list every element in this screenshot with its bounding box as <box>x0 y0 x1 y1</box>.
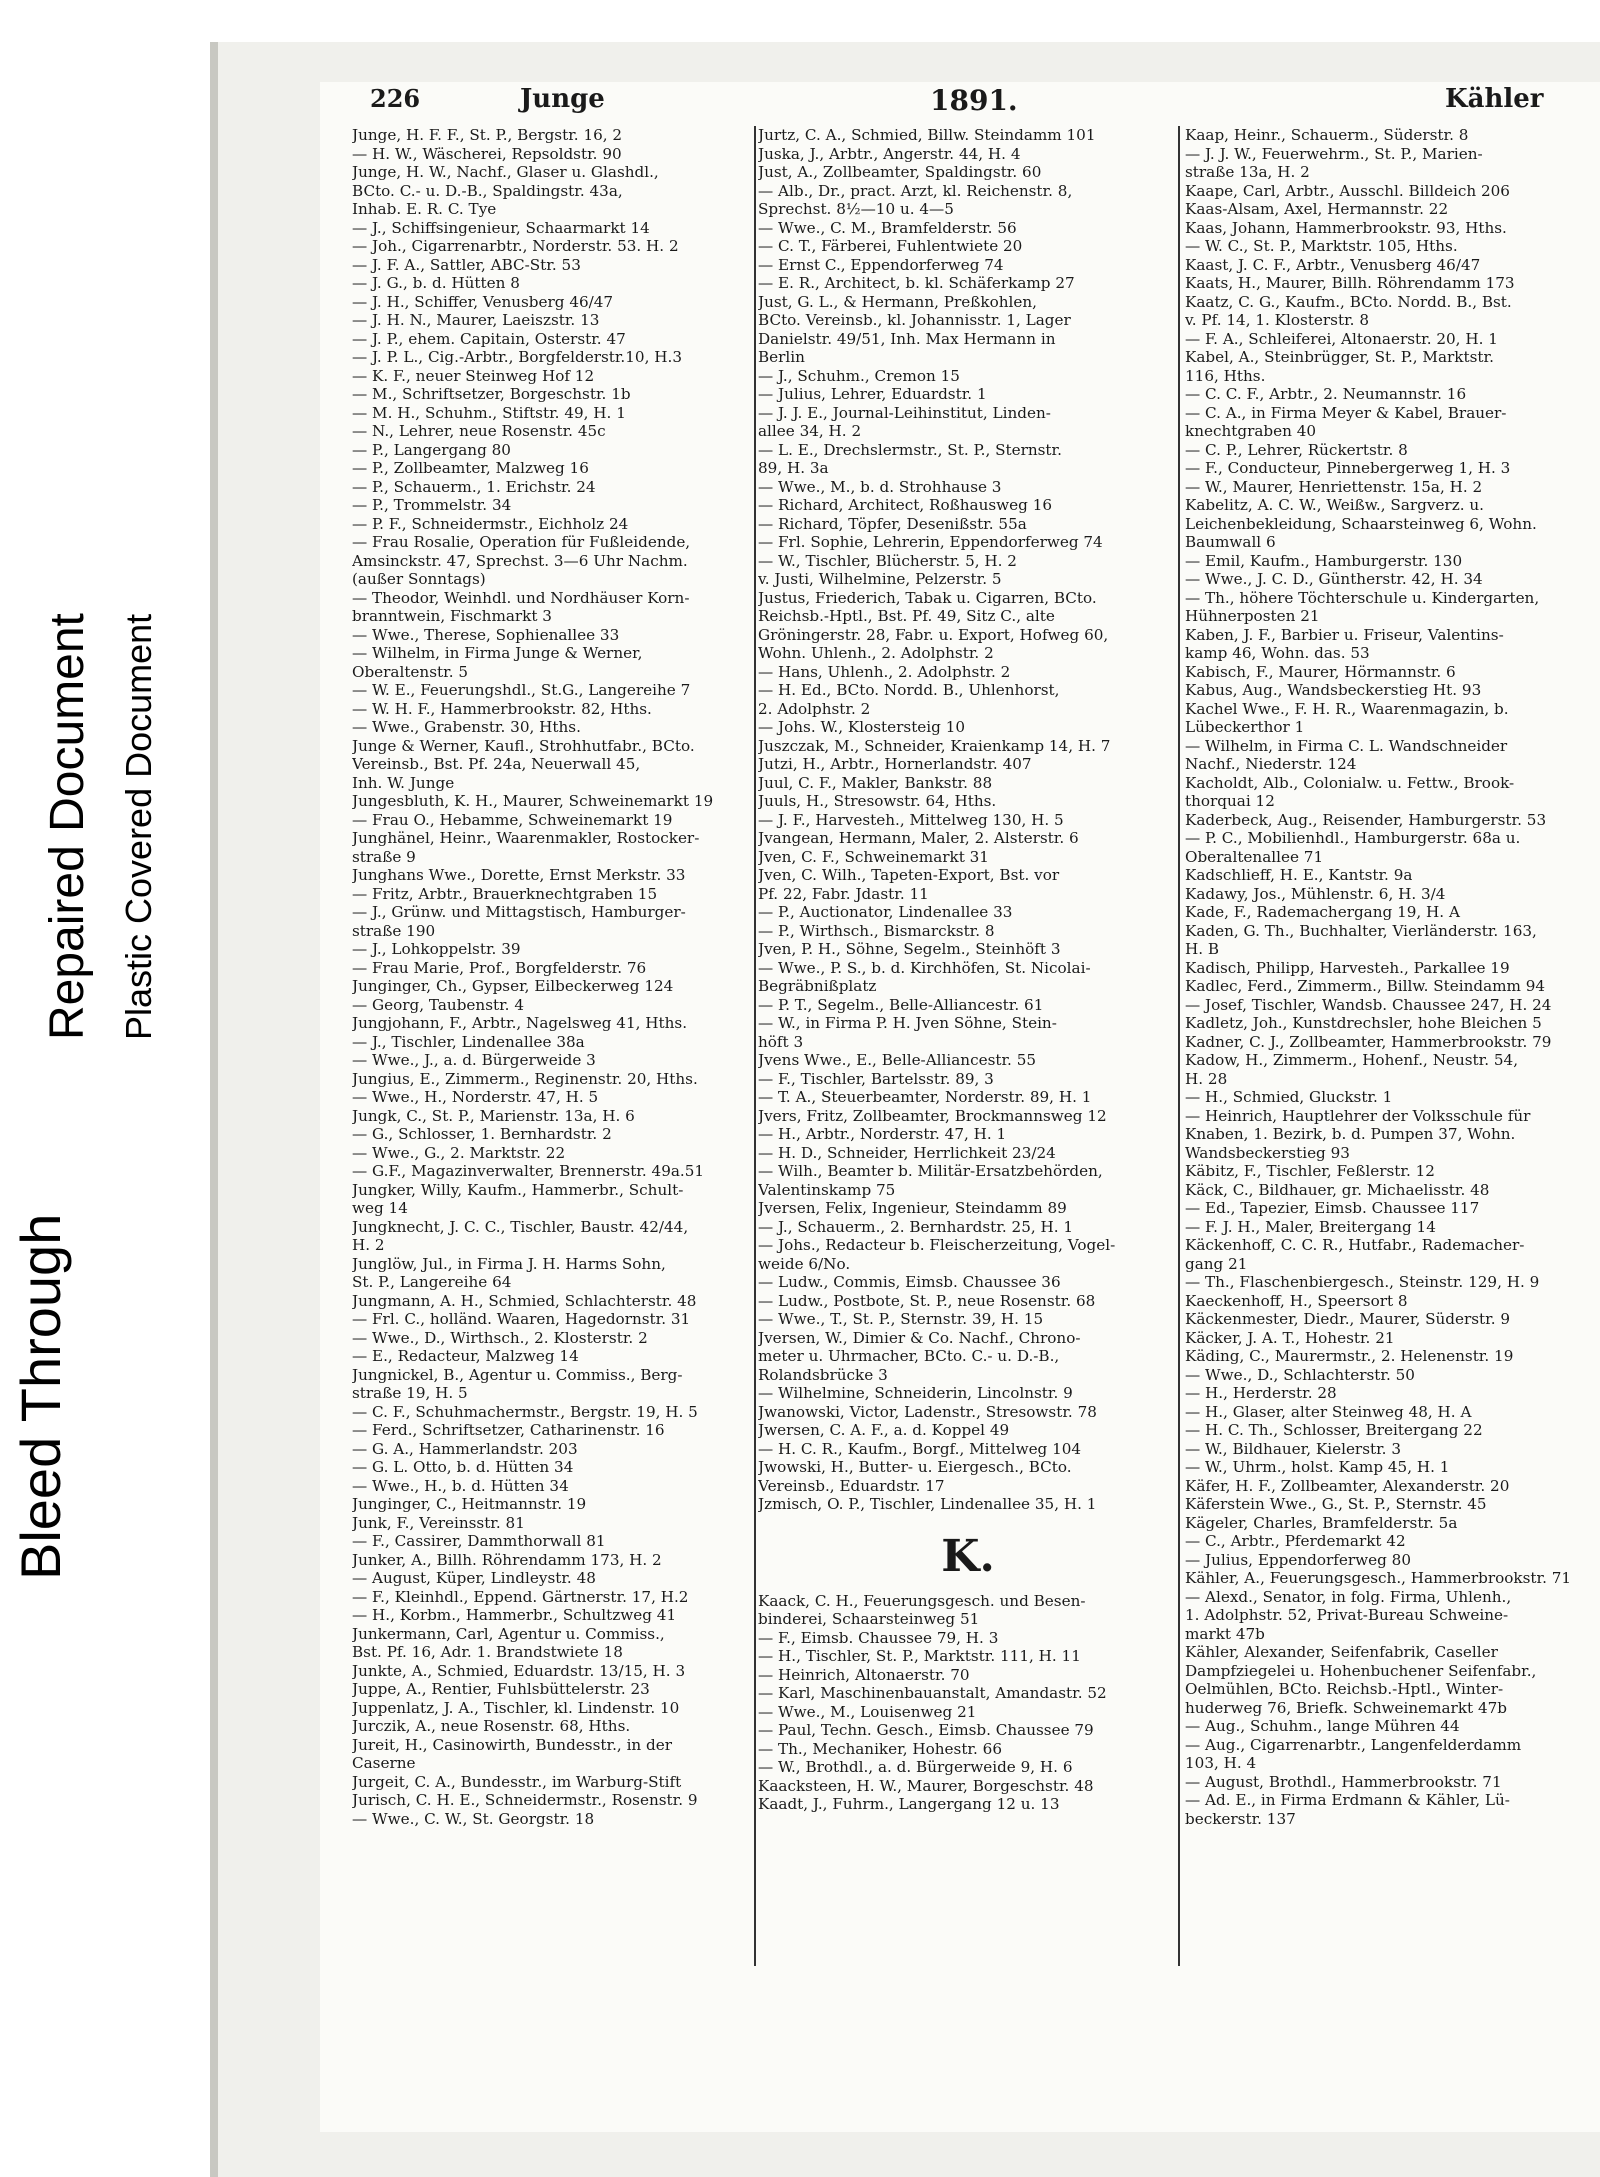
directory-entry: Jven, C. Wilh., Tapeten-Export, Bst. vor <box>758 866 1060 884</box>
directory-entry: Amsinckstr. 47, Sprechst. 3—6 Uhr Nachm. <box>352 551 688 570</box>
directory-entry: Knaben, 1. Bezirk, b. d. Pumpen 37, Wohn. <box>1185 1125 1516 1143</box>
directory-entry: — G.F., Magazinverwalter, Brennerstr. 49a.51 <box>352 1162 705 1180</box>
directory-entry: — P., Wirthsch., Bismarckstr. 8 <box>758 921 995 940</box>
directory-entry: Kadawy, Jos., Mühlenstr. 6, H. 3/4 <box>1185 884 1446 903</box>
directory-entry: — F. A., Schleiferei, Altonaerstr. 20, H. 1 <box>1185 329 1498 348</box>
directory-entry: — Th., Flaschenbiergesch., Steinstr. 129, H. 9 <box>1185 1273 1540 1291</box>
directory-entry: — Wilhelm, in Firma C. L. Wandschneider <box>1185 736 1508 755</box>
directory-entry: Jureit, H., Casinowirth, Bundesstr., in der <box>352 1735 673 1754</box>
directory-entry: v. Pf. 14, 1. Klosterstr. 8 <box>1185 311 1369 329</box>
directory-entry: Kaack, C. H., Feuerungsgesch. und Besen- <box>758 1591 1086 1610</box>
directory-entry: — H., Arbtr., Norderstr. 47, H. 1 <box>758 1125 1007 1143</box>
directory-entry: Kaats, H., Maurer, Billh. Röhrendamm 173 <box>1185 274 1515 292</box>
directory-entry: Junginger, Ch., Gypser, Eilbeckerweg 124 <box>352 977 674 995</box>
directory-entry: Kaas, Johann, Hammerbrookstr. 93, Hths. <box>1185 218 1507 237</box>
directory-entry: — Wwe., Grabenstr. 30, Hths. <box>352 718 581 736</box>
directory-entry: — Hans, Uhlenh., 2. Adolphstr. 2 <box>758 662 1011 681</box>
directory-entry: — Wwe., J., a. d. Bürgerweide 3 <box>352 1051 596 1069</box>
directory-entry: Kaape, Carl, Arbtr., Ausschl. Billdeich 206 <box>1185 181 1510 200</box>
directory-entry: Käfer, H. F., Zollbeamter, Alexanderstr. 20 <box>1185 1476 1510 1495</box>
directory-entry: — J. P., ehem. Capitain, Osterstr. 47 <box>352 329 626 348</box>
directory-entry: Bst. Pf. 16, Adr. 1. Brandstwiete 18 <box>352 1643 623 1661</box>
directory-entry: — Wwe., M., b. d. Strohhause 3 <box>758 477 1002 496</box>
directory-entry: Jurtz, C. A., Schmied, Billw. Steindamm 101 <box>758 126 1096 144</box>
directory-entry: — M. H., Schuhm., Stiftstr. 49, H. 1 <box>352 403 626 422</box>
directory-entry: — P., Trommelstr. 34 <box>352 496 512 514</box>
directory-entry: höft 3 <box>758 1032 804 1051</box>
header-year: 1891. <box>930 84 1018 117</box>
directory-entry: — G. L. Otto, b. d. Hütten 34 <box>352 1458 574 1476</box>
header-left-keyword: Junge <box>520 84 605 114</box>
directory-entry: Jversen, W., Dimier & Co. Nachf., Chrono- <box>758 1328 1081 1347</box>
directory-entry: — Ed., Tapezier, Eimsb. Chaussee 117 <box>1185 1199 1480 1217</box>
directory-entry: Juuls, H., Stresowstr. 64, Hths. <box>758 792 997 810</box>
directory-entry: — Julius, Lehrer, Eduardstr. 1 <box>758 385 987 403</box>
directory-entry: Juul, C. F., Makler, Bankstr. 88 <box>758 773 993 792</box>
directory-entry: — Ferd., Schriftsetzer, Catharinenstr. 16 <box>352 1421 665 1439</box>
directory-entry: Berlin <box>758 348 805 366</box>
directory-entry: — W., in Firma P. H. Jven Söhne, Stein- <box>758 1014 1057 1032</box>
directory-entry: — Wwe., H., b. d. Hütten 34 <box>352 1476 569 1495</box>
directory-entry: — Wwe., G., 2. Marktstr. 22 <box>352 1143 566 1162</box>
directory-entry: — Alb., Dr., pract. Arzt, kl. Reichenstr. 8, <box>758 181 1073 200</box>
directory-entry: Kähler, Alexander, Seifenfabrik, Caseller <box>1185 1643 1498 1661</box>
directory-entry: binderei, Schaarsteinweg 51 <box>758 1610 980 1628</box>
directory-entry: Jungker, Willy, Kaufm., Hammerbr., Schult- <box>352 1180 684 1199</box>
directory-entry: Jungmann, A. H., Schmied, Schlachterstr. 48 <box>352 1291 697 1310</box>
directory-entry: — P. C., Mobilienhdl., Hamburgerstr. 68a u. <box>1185 829 1521 847</box>
directory-entry: Dampfziegelei u. Hohenbuchener Seifenfabr., <box>1185 1661 1537 1680</box>
directory-entry: — J. G., b. d. Hütten 8 <box>352 274 520 292</box>
directory-entry: — F., Conducteur, Pinnebergerweg 1, H. 3 <box>1185 459 1511 477</box>
directory-entry: Juska, J., Arbtr., Angerstr. 44, H. 4 <box>758 144 1021 163</box>
directory-entry: Kade, F., Rademachergang 19, H. A <box>1185 903 1460 921</box>
directory-entry: Kaadt, J., Fuhrm., Langergang 12 u. 13 <box>758 1795 1060 1813</box>
directory-entry: — Frau Rosalie, Operation für Fußleidende, <box>352 533 691 551</box>
directory-entry: Jutzi, H., Arbtr., Hornerlandstr. 407 <box>758 755 1032 773</box>
directory-entry: — H. C. R., Kaufm., Borgf., Mittelweg 104 <box>758 1439 1082 1458</box>
directory-entry: — Heinrich, Altonaerstr. 70 <box>758 1665 970 1684</box>
directory-entry: — E., Redacteur, Malzweg 14 <box>352 1347 579 1365</box>
directory-entry: — L. E., Drechslermstr., St. P., Sternstr. <box>758 440 1062 459</box>
directory-entry: — N., Lehrer, neue Rosenstr. 45c <box>352 422 606 440</box>
directory-entry: — C. T., Färberei, Fuhlentwiete 20 <box>758 237 1023 255</box>
directory-entry: — Ludw., Commis, Eimsb. Chaussee 36 <box>758 1273 1061 1291</box>
directory-column-3 <box>1185 126 1600 2076</box>
directory-entry: — Wwe., P. S., b. d. Kirchhöfen, St. Nicolai- <box>758 958 1091 977</box>
directory-entry: BCto. C.- u. D.-B., Spaldingstr. 43a, <box>352 181 623 200</box>
directory-entry: Käcker, J. A. T., Hohestr. 21 <box>1185 1328 1395 1347</box>
directory-entry: — Karl, Maschinenbauanstalt, Amandastr. 52 <box>758 1684 1107 1702</box>
directory-entry: — Th., Mechaniker, Hohestr. 66 <box>758 1739 1002 1758</box>
directory-entry: — Wwe., J. C. D., Güntherstr. 42, H. 34 <box>1185 570 1483 588</box>
directory-entry: — P., Langergang 80 <box>352 440 511 459</box>
directory-entry: Nachf., Niederstr. 124 <box>1185 755 1357 773</box>
directory-entry: Jvers, Fritz, Zollbeamter, Brockmannsweg 12 <box>758 1106 1107 1125</box>
directory-entry: Juppe, A., Rentier, Fuhlsbüttelerstr. 23 <box>352 1680 650 1698</box>
directory-entry: Käding, C., Maurermstr., 2. Helenenstr. 19 <box>1185 1347 1514 1365</box>
directory-entry: Kaden, G. Th., Buchhalter, Vierländerstr. 163, <box>1185 921 1537 940</box>
directory-entry: — J. J. E., Journal-Leihinstitut, Linden- <box>758 403 1051 422</box>
directory-entry: — Wwe., C. W., St. Georgstr. 18 <box>352 1809 595 1828</box>
directory-entry: — Georg, Taubenstr. 4 <box>352 995 524 1014</box>
page-number: 226 <box>370 84 421 113</box>
directory-entry: — G. A., Hammerlandstr. 203 <box>352 1439 578 1458</box>
directory-entry: knechtgraben 40 <box>1185 422 1317 440</box>
directory-column-1 <box>352 126 757 2076</box>
directory-entry: Juppenlatz, J. A., Tischler, kl. Lindenstr. 10 <box>352 1698 680 1717</box>
directory-entry: meter u. Uhrmacher, BCto. C.- u. D.-B., <box>758 1347 1060 1365</box>
directory-entry: 103, H. 4 <box>1185 1754 1257 1772</box>
directory-entry: Kaderbeck, Aug., Reisender, Hamburgerstr. 53 <box>1185 810 1547 829</box>
directory-entry: — H. W., Wäscherei, Repsoldstr. 90 <box>352 144 622 163</box>
directory-entry: — Emil, Kaufm., Hamburgerstr. 130 <box>1185 551 1463 570</box>
directory-entry: Wandsbeckerstieg 93 <box>1185 1143 1350 1162</box>
directory-entry: straße 13a, H. 2 <box>1185 163 1310 181</box>
directory-entry: — J., Lohkoppelstr. 39 <box>352 940 521 958</box>
directory-entry: — H., Schmied, Gluckstr. 1 <box>1185 1088 1393 1106</box>
directory-entry: — P., Auctionator, Lindenallee 33 <box>758 903 1013 921</box>
directory-entry: — P. F., Schneidermstr., Eichholz 24 <box>352 514 629 533</box>
directory-entry: Pf. 22, Fabr. Jdastr. 11 <box>758 884 929 903</box>
directory-entry: weg 14 <box>352 1199 408 1217</box>
directory-entry: Käckenhoff, C. C. R., Hutfabr., Rademacher- <box>1185 1236 1525 1254</box>
section-letter-heading: K. <box>941 1530 995 1582</box>
directory-entry: — H., Glaser, alter Steinweg 48, H. A <box>1185 1402 1472 1421</box>
directory-entry: Wohn. Uhlenh., 2. Adolphstr. 2 <box>758 644 994 662</box>
directory-entry: Junginger, C., Heitmannstr. 19 <box>352 1495 587 1513</box>
directory-entry: Jungjohann, F., Arbtr., Nagelsweg 41, Hths. <box>352 1014 688 1032</box>
directory-entry: Kaacksteen, H. W., Maurer, Borgeschstr. 48 <box>758 1776 1094 1795</box>
directory-entry: Jungius, E., Zimmerm., Reginenstr. 20, Hths. <box>352 1069 698 1088</box>
directory-entry: Junge & Werner, Kaufl., Strohhutfabr., BCto. <box>352 736 695 755</box>
directory-entry: Kacholdt, Alb., Colonialw. u. Fettw., Brook- <box>1185 773 1515 792</box>
directory-entry: — Ludw., Postbote, St. P., neue Rosenstr. 68 <box>758 1291 1096 1310</box>
directory-entry: Leichenbekleidung, Schaarsteinweg 6, Wohn. <box>1185 514 1537 533</box>
directory-entry: — Paul, Techn. Gesch., Eimsb. Chaussee 79 <box>758 1721 1094 1739</box>
directory-entry: — Johs., Redacteur b. Fleischerzeitung, Vogel- <box>758 1236 1116 1254</box>
directory-entry: gang 21 <box>1185 1254 1248 1273</box>
directory-entry: straße 19, H. 5 <box>352 1384 468 1402</box>
directory-entry: — H. C. Th., Schlosser, Breitergang 22 <box>1185 1421 1483 1439</box>
directory-entry: kamp 46, Wohn. das. 53 <box>1185 644 1370 662</box>
directory-entry: Jven, C. F., Schweinemarkt 31 <box>758 847 989 866</box>
directory-entry: Lübeckerthor 1 <box>1185 718 1305 736</box>
directory-entry: — Wilhelmine, Schneiderin, Lincolnstr. 9 <box>758 1384 1073 1402</box>
directory-entry: — W., Brothdl., a. d. Bürgerweide 9, H. 6 <box>758 1758 1073 1776</box>
directory-entry: 116, Hths. <box>1185 366 1266 385</box>
directory-entry: Kaast, J. C. F., Arbtr., Venusberg 46/47 <box>1185 255 1481 274</box>
directory-entry: — Frl. Sophie, Lehrerin, Eppendorferweg 74 <box>758 533 1103 551</box>
directory-entry: Junker, A., Billh. Röhrendamm 173, H. 2 <box>352 1550 662 1569</box>
directory-entry: — Johs. W., Klostersteig 10 <box>758 718 966 736</box>
directory-entry: Kadlec, Ferd., Zimmerm., Billw. Steindamm 94 <box>1185 977 1546 995</box>
directory-entry: — Wwe., T., St. P., Sternstr. 39, H. 15 <box>758 1310 1044 1328</box>
directory-entry: Oelmühlen, BCto. Reichsb.-Hptl., Winter- <box>1185 1680 1504 1698</box>
directory-entry: Jwanowski, Victor, Ladenstr., Stresowstr. 78 <box>758 1402 1097 1421</box>
directory-entry: — Wwe., C. M., Bramfelderstr. 56 <box>758 218 1017 237</box>
directory-entry: — Josef, Tischler, Wandsb. Chaussee 247, H. 24 <box>1185 995 1552 1014</box>
directory-entry: — J., Schauerm., 2. Bernhardstr. 25, H. 1 <box>758 1217 1074 1236</box>
directory-entry: — Heinrich, Hauptlehrer der Volksschule für <box>1185 1106 1531 1125</box>
directory-entry: Justus, Friederich, Tabak u. Cigarren, BCto. <box>758 588 1097 607</box>
directory-entry: Danielstr. 49/51, Inh. Max Hermann in <box>758 329 1056 348</box>
directory-entry: — P., Zollbeamter, Malzweg 16 <box>352 459 589 477</box>
directory-entry: Junge, H. F. F., St. P., Bergstr. 16, 2 <box>352 126 623 144</box>
directory-entry: H. B <box>1185 940 1220 958</box>
directory-entry: — J. P. L., Cig.-Arbtr., Borgfelderstr.10, H.3 <box>352 348 682 366</box>
directory-entry: Kaap, Heinr., Schauerm., Süderstr. 8 <box>1185 126 1469 144</box>
directory-entry: Käckenmester, Diedr., Maurer, Süderstr. 9 <box>1185 1310 1511 1328</box>
directory-entry: — J. H. N., Maurer, Laeiszstr. 13 <box>352 311 600 329</box>
directory-entry: — J. F. A., Sattler, ABC-Str. 53 <box>352 255 581 274</box>
directory-entry: huderweg 76, Briefk. Schweinemarkt 47b <box>1185 1698 1508 1717</box>
directory-entry: Junghans Wwe., Dorette, Ernst Merkstr. 33 <box>352 866 686 884</box>
directory-entry: — J. F., Harvesteh., Mittelweg 130, H. 5 <box>758 810 1064 829</box>
directory-entry: — F., Cassirer, Dammthorwall 81 <box>352 1532 606 1550</box>
directory-entry: — Theodor, Weinhdl. und Nordhäuser Korn- <box>352 588 690 607</box>
directory-entry: — Aug., Cigarrenarbtr., Langenfelderdamm <box>1185 1735 1522 1754</box>
plastic-covered-label: Plastic Covered Document <box>118 613 159 1040</box>
directory-entry: — Wwe., D., Wirthsch., 2. Klosterstr. 2 <box>352 1328 648 1347</box>
directory-entry: H. 2 <box>352 1236 385 1254</box>
directory-entry: BCto. Vereinsb., kl. Johannisstr. 1, Lager <box>758 311 1071 329</box>
directory-entry: — Joh., Cigarrenarbtr., Norderstr. 53. H. 2 <box>352 237 679 255</box>
directory-entry: Käck, C., Bildhauer, gr. Michaelisstr. 48 <box>1185 1180 1490 1199</box>
directory-entry: 2. Adolphstr. 2 <box>758 699 871 718</box>
directory-entry: — W., Maurer, Henriettenstr. 15a, H. 2 <box>1185 477 1483 496</box>
directory-entry: — J., Grünw. und Mittagstisch, Hamburger- <box>352 903 686 921</box>
directory-entry: Valentinskamp 75 <box>758 1180 896 1199</box>
directory-entry: — C. F., Schuhmachermstr., Bergstr. 19, H. 5 <box>352 1402 698 1421</box>
directory-entry: Kadow, H., Zimmerm., Hohenf., Neustr. 54, <box>1185 1051 1519 1069</box>
directory-entry: Kadisch, Philipp, Harvesteh., Parkallee 19 <box>1185 958 1510 977</box>
directory-entry: Gröningerstr. 28, Fabr. u. Export, Hofweg 60, <box>758 625 1109 644</box>
directory-entry: Junghänel, Heinr., Waarenmakler, Rostocker- <box>352 829 700 847</box>
directory-entry: — E. R., Architect, b. kl. Schäferkamp 27 <box>758 274 1075 292</box>
directory-entry: — H. Ed., BCto. Nordd. B., Uhlenhorst, <box>758 681 1060 699</box>
directory-entry: St. P., Langereihe 64 <box>352 1273 512 1291</box>
directory-entry: beckerstr. 137 <box>1185 1809 1296 1828</box>
directory-entry: — Richard, Töpfer, Desenißstr. 55a <box>758 514 1027 533</box>
directory-entry: — Wilhelm, in Firma Junge & Werner, <box>352 644 643 662</box>
directory-entry: Kadner, C. J., Zollbeamter, Hammerbrookstr. 79 <box>1185 1032 1552 1051</box>
directory-entry: Reichsb.-Hptl., Bst. Pf. 49, Sitz C., alte <box>758 607 1055 625</box>
directory-entry: Rolandsbrücke 3 <box>758 1365 888 1384</box>
directory-entry: — August, Brothdl., Hammerbrookstr. 71 <box>1185 1772 1502 1791</box>
directory-entry: weide 6/No. <box>758 1254 851 1273</box>
directory-entry: H. 28 <box>1185 1069 1228 1088</box>
directory-entry: (außer Sonntags) <box>352 570 486 588</box>
directory-entry: — F., Tischler, Bartelsstr. 89, 3 <box>758 1069 994 1088</box>
directory-entry: — Alexd., Senator, in folg. Firma, Uhlenh., <box>1185 1587 1512 1606</box>
directory-entry: Jungesbluth, K. H., Maurer, Schweinemarkt 19 <box>352 792 714 810</box>
directory-entry: Jversen, Felix, Ingenieur, Steindamm 89 <box>758 1199 1067 1217</box>
directory-entry: Käbitz, F., Tischler, Feßlerstr. 12 <box>1185 1162 1435 1180</box>
directory-entry: Oberaltenallee 71 <box>1185 847 1324 866</box>
column-rule <box>1178 126 1180 1966</box>
directory-entry: — W. H. F., Hammerbrookstr. 82, Hths. <box>352 699 652 718</box>
directory-entry: Inh. W. Junge <box>352 773 455 792</box>
directory-column-2 <box>758 126 1178 2076</box>
directory-entry: Jungk, C., St. P., Marienstr. 13a, H. 6 <box>352 1106 635 1125</box>
directory-entry: — Wwe., Therese, Sophienallee 33 <box>352 625 620 644</box>
directory-entry: Baumwall 6 <box>1185 533 1276 551</box>
directory-entry: — J., Schiffsingenieur, Schaarmarkt 14 <box>352 218 650 237</box>
directory-entry: — H. D., Schneider, Herrlichkeit 23/24 <box>758 1143 1056 1162</box>
directory-entry: — F., Eimsb. Chaussee 79, H. 3 <box>758 1628 999 1647</box>
directory-entry: — Frau Marie, Prof., Borgfelderstr. 76 <box>352 958 647 977</box>
directory-entry: Jzmisch, O. P., Tischler, Lindenallee 35, H. 1 <box>758 1495 1097 1513</box>
directory-entry: — W. C., St. P., Marktstr. 105, Hths. <box>1185 237 1458 255</box>
directory-entry: Kaatz, C. G., Kaufm., BCto. Nordd. B., Bst. <box>1185 292 1512 311</box>
directory-entry: Inhab. E. R. C. Tye <box>352 200 497 218</box>
directory-entry: Kadschlieff, H. E., Kantstr. 9a <box>1185 866 1413 884</box>
directory-entry: Kabelitz, A. C. W., Weißw., Sargverz. u. <box>1185 496 1484 514</box>
directory-entry: Just, G. L., & Hermann, Preßkohlen, <box>758 292 1037 311</box>
directory-entry: allee 34, H. 2 <box>758 422 862 440</box>
directory-entry: Kaeckenhoff, H., Speersort 8 <box>1185 1291 1408 1310</box>
directory-entry: Kaas-Alsam, Axel, Hermannstr. 22 <box>1185 200 1449 218</box>
directory-entry: Jurczik, A., neue Rosenstr. 68, Hths. <box>352 1717 631 1735</box>
directory-entry: — P. T., Segelm., Belle-Alliancestr. 61 <box>758 995 1044 1014</box>
directory-entry: — P., Schauerm., 1. Erichstr. 24 <box>352 477 596 496</box>
page-header <box>370 84 1595 124</box>
directory-entry: branntwein, Fischmarkt 3 <box>352 607 552 625</box>
directory-entry: 89, H. 3a <box>758 459 829 477</box>
directory-entry: Jurgeit, C. A., Bundesstr., im Warburg-Stift <box>352 1772 682 1791</box>
directory-entry: — C. P., Lehrer, Rückertstr. 8 <box>1185 440 1408 459</box>
directory-entry: Jurisch, C. H. E., Schneidermstr., Rosenstr. 9 <box>352 1791 698 1809</box>
directory-entry: — C. C. F., Arbtr., 2. Neumannstr. 16 <box>1185 385 1467 403</box>
directory-entry: — W., Uhrm., holst. Kamp 45, H. 1 <box>1185 1458 1450 1476</box>
directory-entry: Kabel, A., Steinbrügger, St. P., Marktstr. <box>1185 348 1494 366</box>
directory-entry: Oberaltenstr. 5 <box>352 662 469 681</box>
directory-entry: Just, A., Zollbeamter, Spaldingstr. 60 <box>758 163 1042 181</box>
directory-entry: Vereinsb., Bst. Pf. 24a, Neuerwall 45, <box>352 755 641 773</box>
directory-entry: Kadletz, Joh., Kunstdrechsler, hohe Bleichen 5 <box>1185 1014 1542 1032</box>
directory-entry: — F. J. H., Maler, Breitergang 14 <box>1185 1217 1436 1236</box>
directory-entry: — H., Korbm., Hammerbr., Schultzweg 41 <box>352 1606 677 1624</box>
directory-entry: Vereinsb., Eduardstr. 17 <box>758 1476 945 1495</box>
directory-entry: Junglöw, Jul., in Firma J. H. Harms Sohn, <box>352 1254 666 1273</box>
directory-entry: — J. J. W., Feuerwehrm., St. P., Marien- <box>1185 144 1483 163</box>
page-edge <box>210 42 218 2177</box>
header-right-keyword: Kähler <box>1445 84 1544 114</box>
directory-entry: — W., Tischler, Blücherstr. 5, H. 2 <box>758 551 1017 570</box>
directory-entry: Kägeler, Charles, Bramfelderstr. 5a <box>1185 1513 1458 1532</box>
directory-entry: — Fritz, Arbtr., Brauerknechtgraben 15 <box>352 884 658 903</box>
directory-entry: Kaben, J. F., Barbier u. Friseur, Valentins- <box>1185 625 1504 644</box>
directory-entry: Kabisch, F., Maurer, Hörmannstr. 6 <box>1185 662 1456 681</box>
directory-entry: 1. Adolphstr. 52, Privat-Bureau Schweine- <box>1185 1606 1509 1624</box>
directory-entry: — Wwe., H., Norderstr. 47, H. 5 <box>352 1088 599 1106</box>
directory-entry: — F., Kleinhdl., Eppend. Gärtnerstr. 17, H.2 <box>352 1587 689 1606</box>
directory-entry: — G., Schlosser, 1. Bernhardstr. 2 <box>352 1125 612 1143</box>
directory-entry: — Wwe., D., Schlachterstr. 50 <box>1185 1365 1415 1384</box>
directory-entry: Caserne <box>352 1754 416 1772</box>
directory-entry: Kabus, Aug., Wandsbeckerstieg Ht. 93 <box>1185 681 1482 699</box>
directory-entry: — Wwe., M., Louisenweg 21 <box>758 1702 977 1721</box>
directory-entry: — Frl. C., holländ. Waaren, Hagedornstr. 31 <box>352 1310 691 1328</box>
directory-entry: — M., Schriftsetzer, Borgeschstr. 1b <box>352 385 631 403</box>
directory-entry: — Richard, Architect, Roßhausweg 16 <box>758 496 1053 514</box>
directory-entry: markt 47b <box>1185 1624 1265 1643</box>
directory-entry: — Frau O., Hebamme, Schweinemarkt 19 <box>352 810 673 829</box>
directory-entry: — Aug., Schuhm., lange Mühren 44 <box>1185 1717 1460 1735</box>
directory-entry: Jwersen, C. A. F., a. d. Koppel 49 <box>758 1421 1010 1439</box>
directory-entry: Junkermann, Carl, Agentur u. Commiss., <box>352 1624 665 1643</box>
directory-entry: — Ad. E., in Firma Erdmann & Kähler, Lü- <box>1185 1791 1510 1809</box>
directory-entry: — Ernst C., Eppendorferweg 74 <box>758 255 1004 274</box>
directory-entry: Junge, H. W., Nachf., Glaser u. Glashdl., <box>352 163 659 181</box>
directory-entry: — W. E., Feuerungshdl., St.G., Langereihe 7 <box>352 681 691 699</box>
directory-entry: — K. F., neuer Steinweg Hof 12 <box>352 366 595 385</box>
directory-entry: v. Justi, Wilhelmine, Pelzerstr. 5 <box>758 570 1002 588</box>
directory-entry: Jungknecht, J. C. C., Tischler, Baustr. 42/44, <box>352 1217 689 1236</box>
directory-entry: Käferstein Wwe., G., St. P., Sternstr. 45 <box>1185 1495 1487 1513</box>
directory-entry: Junkte, A., Schmied, Eduardstr. 13/15, H. 3 <box>352 1661 686 1680</box>
directory-entry: — H., Tischler, St. P., Marktstr. 111, H. 11 <box>758 1647 1081 1665</box>
directory-entry: — August, Küper, Lindleystr. 48 <box>352 1569 596 1587</box>
directory-entry: — C. A., in Firma Meyer & Kabel, Brauer- <box>1185 403 1507 422</box>
directory-entry: — Th., höhere Töchterschule u. Kindergarten, <box>1185 588 1540 607</box>
annotation-sidebar <box>0 0 215 2177</box>
directory-entry: Jwowski, H., Butter- u. Eiergesch., BCto. <box>758 1458 1072 1476</box>
directory-entry: Jven, P. H., Söhne, Segelm., Steinhöft 3 <box>758 940 1061 958</box>
directory-entry: — Julius, Eppendorferweg 80 <box>1185 1550 1411 1569</box>
directory-entry: — J., Tischler, Lindenallee 38a <box>352 1032 585 1051</box>
directory-entry: Juszczak, M., Schneider, Kraienkamp 14, H. 7 <box>758 736 1111 755</box>
directory-entry: — J., Schuhm., Cremon 15 <box>758 366 960 385</box>
bleed-through-label: Bleed Through <box>9 1213 72 1580</box>
directory-entry: Jungnickel, B., Agentur u. Commiss., Berg- <box>352 1365 683 1384</box>
directory-entry: Hühnerposten 21 <box>1185 607 1320 625</box>
directory-entry: Jvangean, Hermann, Maler, 2. Alsterstr. 6 <box>758 829 1079 847</box>
directory-entry: straße 9 <box>352 847 416 866</box>
directory-entry: Jvens Wwe., E., Belle-Alliancestr. 55 <box>758 1051 1037 1069</box>
directory-entry: Begräbnißplatz <box>758 977 877 995</box>
directory-entry: Kähler, A., Feuerungsgesch., Hammerbrookstr. 71 <box>1185 1569 1572 1587</box>
directory-entry: — H., Herderstr. 28 <box>1185 1384 1337 1402</box>
directory-entry: — W., Bildhauer, Kielerstr. 3 <box>1185 1439 1402 1458</box>
directory-entry: — Wilh., Beamter b. Militär-Ersatzbehörden, <box>758 1162 1103 1180</box>
directory-entry: — T. A., Steuerbeamter, Norderstr. 89, H. 1 <box>758 1088 1092 1106</box>
repaired-document-label: Repaired Document <box>41 613 94 1040</box>
directory-entry: straße 190 <box>352 921 436 940</box>
directory-entry: Sprechst. 8½—10 u. 4—5 <box>758 200 954 218</box>
directory-entry: — C., Arbtr., Pferdemarkt 42 <box>1185 1532 1406 1550</box>
directory-entry: thorquai 12 <box>1185 792 1275 810</box>
directory-entry: — J. H., Schiffer, Venusberg 46/47 <box>352 292 614 311</box>
directory-entry: Junk, F., Vereinsstr. 81 <box>352 1513 525 1532</box>
directory-entry: Kachel Wwe., F. H. R., Waarenmagazin, b. <box>1185 699 1509 718</box>
